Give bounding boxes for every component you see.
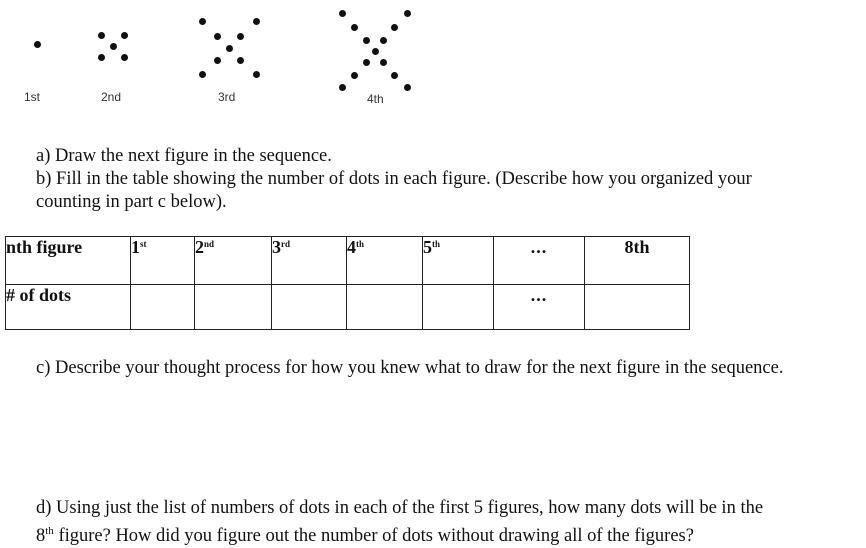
col-num: 4	[347, 237, 356, 257]
figure-dot	[253, 18, 260, 25]
col-num: 5	[423, 237, 432, 257]
d-ordinal-sup: th	[45, 525, 54, 537]
col-num: 2	[195, 237, 204, 257]
dots-cell-4[interactable]	[347, 285, 423, 330]
dots-cell-2[interactable]	[195, 285, 272, 330]
question-a: a) Draw the next figure in the sequence.	[36, 146, 332, 166]
figure-dot	[351, 72, 358, 79]
figure-dot	[363, 59, 370, 66]
row-label-nth-figure	[6, 237, 131, 285]
question-c: c) Describe your thought process for how you knew what to draw for the next figure in the sequence.	[36, 358, 784, 378]
figure-dot	[98, 32, 105, 39]
figure-dot	[214, 33, 221, 40]
figure-dot	[404, 10, 411, 17]
figure-dot	[98, 54, 105, 61]
col-header-1	[131, 237, 195, 285]
figure-label-3: 3rd	[218, 90, 236, 104]
dots-cell-1[interactable]	[131, 285, 195, 330]
question-d-line1: d) Using just the list of numbers of dots in each of the first 5 figures, how many dots will be in the	[36, 498, 764, 518]
figure-dot	[199, 18, 206, 25]
figure-dot	[363, 37, 370, 44]
question-b-line1: b) Fill in the table showing the number of dots in each figure. (Describe how you organized your	[36, 169, 752, 189]
row-label-text: # of dots	[6, 285, 72, 305]
figure-dot	[372, 48, 379, 55]
figure-dot	[34, 41, 41, 48]
col-header-3	[272, 237, 347, 285]
d-line2-text: figure? How did you figure out the number of dots without drawing all of the figures?	[53, 526, 694, 546]
figure-dot	[351, 24, 358, 31]
figure-dot	[237, 33, 244, 40]
figure-dot	[237, 57, 244, 64]
dots-cell-3[interactable]	[272, 285, 347, 330]
d-ordinal-num: 8	[36, 526, 46, 546]
figure-label-4: 4th	[367, 92, 384, 106]
row-label-text: nth figure	[6, 237, 83, 257]
ellipsis-text: ...	[530, 237, 548, 257]
figure-dot	[391, 24, 398, 31]
ellipsis-text: ...	[530, 285, 548, 305]
figure-label-2: 2nd	[101, 90, 122, 104]
figure-dot	[404, 84, 411, 91]
figure-dot	[339, 10, 346, 17]
figure-dot	[380, 59, 387, 66]
figure-dot	[110, 43, 117, 50]
col-sup: th	[356, 239, 365, 249]
row-label-num-dots	[6, 285, 131, 330]
figure-dot	[121, 54, 128, 61]
col-header-8th	[585, 237, 690, 285]
figure-dot	[226, 45, 233, 52]
figure-dot	[121, 32, 128, 39]
question-d-line2	[36, 520, 694, 548]
col-sup: st	[140, 239, 147, 249]
figure-dot	[380, 37, 387, 44]
figure-label-1: 1st	[24, 90, 41, 104]
dots-cell-ellipsis	[494, 285, 585, 330]
col-sup: th	[432, 239, 441, 249]
table-row-figure	[6, 237, 690, 285]
table-row-dots	[6, 285, 690, 330]
figure-dot	[391, 72, 398, 79]
dots-cell-5[interactable]	[423, 285, 494, 330]
col-header-4	[347, 237, 423, 285]
dots-cell-8th[interactable]	[585, 285, 690, 330]
dots-table	[5, 236, 690, 330]
col-num: 1	[131, 237, 140, 257]
question-b-line2: counting in part c below).	[36, 192, 227, 212]
col-num: 3	[272, 237, 281, 257]
figure-dot	[214, 57, 221, 64]
dot-figures	[0, 0, 866, 120]
figure-dot	[253, 71, 260, 78]
col-sup: nd	[204, 239, 215, 249]
figure-dot	[199, 71, 206, 78]
col-sup: rd	[281, 239, 290, 249]
col-8th-text: 8th	[624, 237, 650, 257]
col-header-5	[423, 237, 494, 285]
figure-dot	[339, 84, 346, 91]
col-header-ellipsis	[494, 237, 585, 285]
col-header-2	[195, 237, 272, 285]
